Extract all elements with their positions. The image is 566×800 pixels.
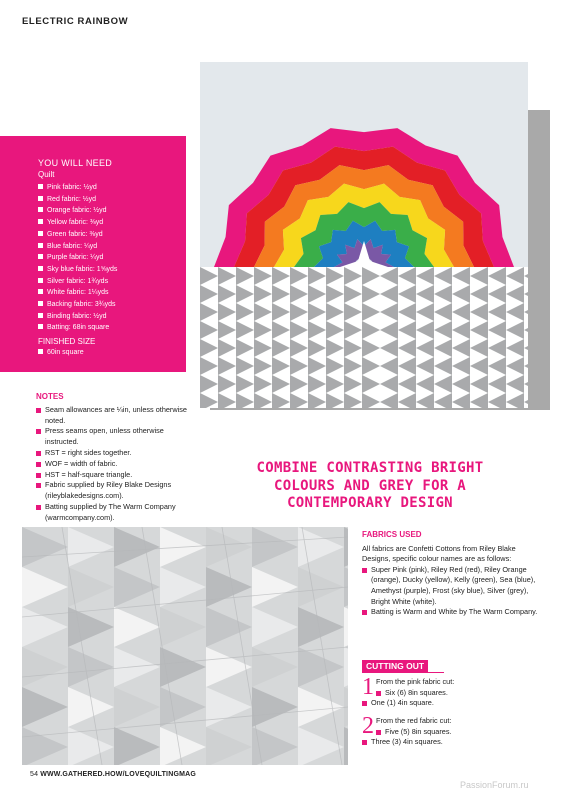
page-footer (30, 771, 196, 778)
note-item: Press seams open, unless otherwise instructed. (36, 426, 196, 448)
page-number: 54 (30, 771, 39, 778)
needs-subtitle: Quilt (38, 170, 55, 179)
needs-item: Sky blue fabric: 1⅝yds (38, 264, 117, 276)
cutting-step-1 (362, 674, 542, 709)
needs-item: Red fabric: ½yd (38, 194, 117, 206)
needs-item: Pink fabric: ½yd (38, 182, 117, 194)
cutting-divider (362, 672, 444, 673)
headline-line: CONTEMPORARY DESIGN (287, 495, 453, 511)
you-will-need-box (0, 136, 186, 372)
step-text: From the pink fabric cut: (376, 677, 455, 686)
step-item: Five (5) 8in squares. (376, 727, 452, 738)
note-item: Seam allowances are ¼in, unless otherwise noted. (36, 405, 196, 427)
note-item: RST = right sides together. (36, 448, 196, 459)
fabrics-title: FABRICS USED (362, 530, 422, 539)
cutting-step-2 (362, 713, 542, 748)
closeup-illustration (22, 527, 348, 765)
section-title: ELECTRIC RAINBOW (22, 16, 129, 27)
needs-list (38, 182, 117, 334)
note-item: Batting supplied by The Warm Company (warmcompany.com). (36, 502, 196, 524)
step-item: Three (3) 4in squares. (362, 737, 542, 748)
finished-size-value (38, 349, 84, 356)
needs-item: Orange fabric: ½yd (38, 205, 117, 217)
step-number: 1 (362, 674, 374, 700)
step-item: Six (6) 8in squares. (376, 688, 454, 699)
closeup-triangle (344, 607, 348, 647)
notes-section (36, 392, 196, 524)
cutting-out-title: CUTTING OUT (362, 660, 428, 672)
needs-item: Purple fabric: ¼yd (38, 252, 117, 264)
headline (200, 460, 540, 513)
step-text: From the red fabric cut: (376, 716, 452, 725)
needs-item: Binding fabric: ½yd (38, 311, 117, 323)
closeup-triangle (344, 727, 348, 765)
quilt-closeup-photo (22, 527, 348, 765)
needs-item: Blue fabric: ¼yd (38, 241, 117, 253)
needs-item: Yellow fabric: ⅜yd (38, 217, 117, 229)
note-item: HST = half-square triangle. (36, 470, 196, 481)
footer-url[interactable]: WWW.GATHERED.HOW/LOVEQUILTINGMAG (40, 771, 197, 778)
notes-title: NOTES (36, 392, 64, 401)
note-item: Fabric supplied by Riley Blake Designs (rileyblakedesigns.com). (36, 480, 196, 502)
step-number: 2 (362, 713, 374, 739)
needs-item: Green fabric: ⅜yd (38, 229, 117, 241)
note-item: WOF = width of fabric. (36, 459, 196, 470)
needs-title: YOU WILL NEED (38, 158, 113, 168)
headline-line: COLOURS AND GREY FOR A (273, 477, 467, 494)
fabrics-used-section (362, 530, 542, 618)
fabrics-intro: All fabrics are Confetti Cottons from Riley Blake Designs, specific colour names are as follows: (362, 543, 516, 564)
step-body (376, 677, 454, 698)
finished-size-title: FINISHED SIZE (38, 337, 96, 346)
needs-item: Batting: 68in square (38, 322, 117, 334)
closeup-triangle (344, 647, 348, 687)
step-item: One (1) 4in square. (362, 698, 542, 709)
step-body (376, 716, 452, 737)
watermark: PassionForum.ru (460, 780, 529, 790)
fabric-item: Batting is Warm and White by The Warm Company. (362, 607, 542, 618)
rainbow-quilt-illustration (200, 62, 528, 408)
closeup-triangle (344, 527, 348, 567)
needs-item: White fabric: 1¼yds (38, 287, 117, 299)
finished-size-text: 60in square (47, 349, 84, 356)
needs-item: Backing fabric: 3¾yds (38, 299, 117, 311)
fabric-item: Super Pink (pink), Riley Red (red), Riley Orange (orange), Ducky (yellow), Kelly (green), Sea (blue), Amethyst (purple), Frost (sky blue), Silver (grey), Bright White (white). (362, 565, 542, 607)
needs-item: Silver fabric: 1¾yds (38, 276, 117, 288)
headline-line: COMBINE CONTRASTING BRIGHT (256, 460, 484, 476)
quilt-front (200, 62, 528, 408)
